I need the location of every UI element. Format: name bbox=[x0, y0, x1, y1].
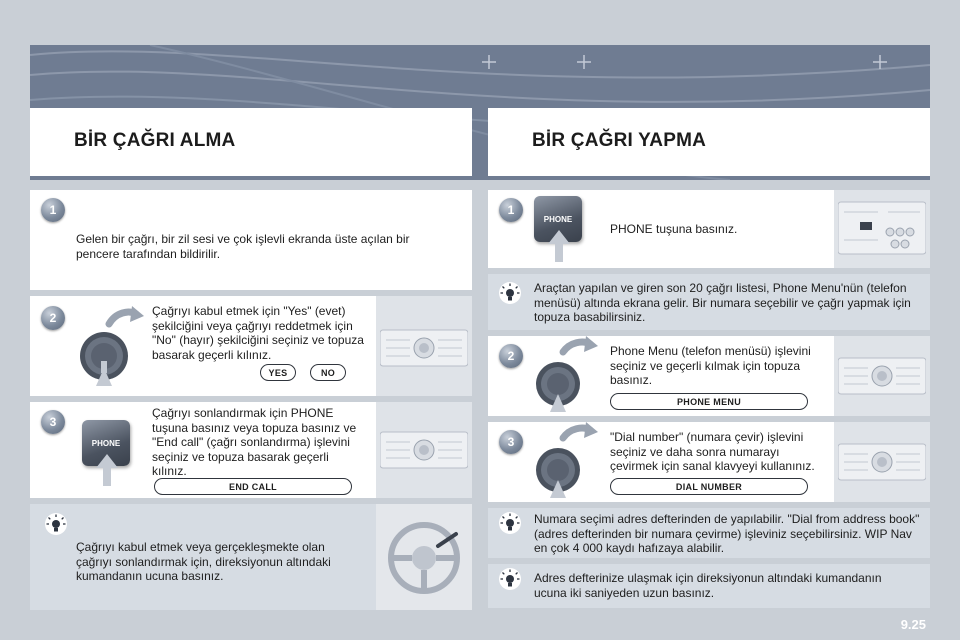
press-arrow-icon bbox=[96, 454, 118, 486]
lightbulb-icon bbox=[498, 281, 522, 305]
step-number-badge: 1 bbox=[499, 198, 523, 222]
no-option-pill: NO bbox=[310, 364, 346, 381]
right-step-3-panel bbox=[488, 422, 930, 502]
left-step-1-panel bbox=[30, 190, 472, 290]
step-text: Çağrıyı sonlandırmak için PHONE tuşuna basınız veya topuza basınız ve "End call" (çağrı sonlandırma) işlevini seçiniz ve topuza basarak geçerli kılınız. bbox=[152, 406, 357, 478]
step-text: Gelen bir çağrı, bir zil sesi ve çok işlevli ekranda üste açılan bir pencere tarafından bildirilir. bbox=[76, 232, 410, 261]
right-step-1-panel bbox=[488, 190, 930, 268]
dial-number-option-pill: DIAL NUMBER bbox=[610, 478, 808, 495]
left-step-3-panel bbox=[30, 402, 472, 498]
section-title-receive-call: BİR ÇAĞRI ALMA bbox=[74, 130, 236, 151]
console-image-box bbox=[834, 336, 930, 416]
right-tip-2-panel bbox=[488, 508, 930, 558]
yes-option-pill: YES bbox=[260, 364, 296, 381]
radio-console-icon bbox=[838, 440, 926, 484]
right-title-card bbox=[488, 108, 930, 176]
step-number-badge: 3 bbox=[41, 410, 65, 434]
step-text: PHONE tuşuna basınız. bbox=[610, 222, 738, 236]
right-tip-3-panel bbox=[488, 564, 930, 608]
radio-console-icon bbox=[838, 354, 926, 398]
left-tip-panel bbox=[30, 504, 472, 610]
console-image-box bbox=[834, 422, 930, 502]
step-number-badge: 2 bbox=[499, 344, 523, 368]
phone-menu-option-pill: PHONE MENU bbox=[610, 393, 808, 410]
rotary-knob-icon bbox=[74, 306, 144, 391]
rotary-knob-icon bbox=[528, 336, 598, 416]
radio-console-icon bbox=[380, 428, 468, 472]
end-call-option-pill: END CALL bbox=[154, 478, 352, 495]
radio-console-icon bbox=[838, 200, 926, 256]
console-image-box bbox=[376, 296, 472, 396]
step-number-badge: 2 bbox=[41, 306, 65, 330]
steering-wheel-icon bbox=[386, 518, 464, 596]
phone-key-icon: PHONE bbox=[82, 420, 130, 466]
step-text: "Dial number" (numara çevir) işlevini seçiniz ve daha sonra numarayı çevirmek için sanal klavyeyi kullanınız. bbox=[610, 430, 815, 473]
lightbulb-icon bbox=[498, 511, 522, 535]
step-text: Phone Menu (telefon menüsü) işlevini seçiniz ve geçerli kılmak için topuza basınız. bbox=[610, 344, 811, 387]
tip-text: Adres defterinize ulaşmak için direksiyonun altındaki kumandanın ucuna iki saniyeden uzun basınız. bbox=[534, 571, 882, 600]
step-number-badge: 3 bbox=[499, 430, 523, 454]
tip-text: Numara seçimi adres defterinden de yapılabilir. "Dial from address book" (adres defterinden bir numara çevirme) işleviniz seçebilirsiniz. WIP Nav en çok 4 000 kaydı hafızaya alabilir. bbox=[534, 512, 920, 555]
tip-text: Çağrıyı kabul etmek veya gerçekleşmekte olan çağrıyı sonlandırmak için, direksiyonun altındaki kumandanın ucuna basınız. bbox=[76, 540, 331, 583]
steering-image-box bbox=[376, 504, 472, 610]
phone-key-icon: PHONE bbox=[534, 196, 582, 242]
right-tip-1-panel bbox=[488, 274, 930, 330]
step-number-badge: 1 bbox=[41, 198, 65, 222]
left-step-2-panel bbox=[30, 296, 472, 396]
right-step-2-panel bbox=[488, 336, 930, 416]
step-text: Çağrıyı kabul etmek için "Yes" (evet) şekilciğini veya çağrıyı reddetmek için "No" (hayır) şekilciğini seçiniz ve topuza basarak geçerli kılınız. bbox=[152, 304, 364, 362]
page-number: 9.25 bbox=[900, 617, 926, 632]
section-title-make-call: BİR ÇAĞRI YAPMA bbox=[532, 130, 707, 151]
console-image-box bbox=[376, 402, 472, 498]
rotary-knob-icon bbox=[528, 422, 598, 502]
lightbulb-icon bbox=[498, 567, 522, 591]
left-title-card bbox=[30, 108, 472, 176]
radio-console-icon bbox=[380, 326, 468, 370]
console-image-box bbox=[834, 190, 930, 268]
tip-text: Araçtan yapılan ve giren son 20 çağrı listesi, Phone Menu'nün (telefon menüsü) altında ekrana gelir. Bir numara seçebilir ve çağrı yapmak için topuza basabilirsiniz. bbox=[534, 281, 911, 324]
press-arrow-icon bbox=[548, 230, 570, 262]
lightbulb-icon bbox=[44, 512, 68, 536]
